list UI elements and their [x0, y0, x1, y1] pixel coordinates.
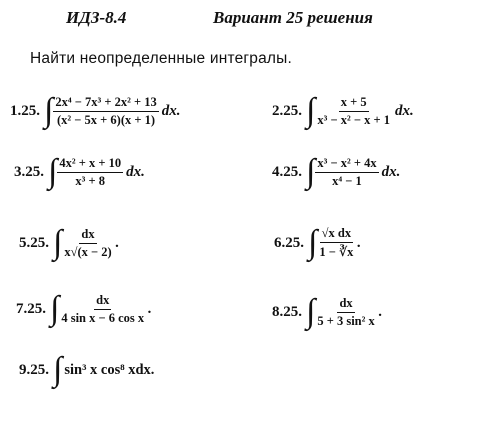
variant-label: Вариант 25 решения: [213, 8, 373, 27]
problem-number: 2.25.: [272, 102, 302, 119]
denominator: 4 sin x − 6 cos x: [61, 310, 145, 325]
fraction: [53, 95, 158, 128]
trailing-period: .: [378, 303, 383, 320]
integral-sign: ∫: [306, 293, 316, 330]
denominator: x⁴ − 1: [332, 173, 362, 188]
problem-number: 6.25.: [274, 234, 304, 251]
numerator: 2x⁴ − 7x³ + 2x² + 13: [53, 95, 158, 112]
differential: dx.: [381, 163, 401, 180]
problem-number: 9.25.: [19, 361, 49, 378]
numerator: dx: [79, 227, 96, 244]
denominator: x³ + 8: [75, 173, 106, 188]
numerator: dx: [94, 293, 111, 310]
numerator: dx: [337, 296, 354, 313]
fraction: [57, 156, 123, 189]
problem-number: 3.25.: [14, 163, 44, 180]
numerator: x³ − x² + 4x: [315, 156, 378, 173]
instruction-text: Найти неопределенные интегралы.: [30, 50, 292, 67]
numerator: x + 5: [339, 95, 369, 112]
denominator: 1 − ∛x: [319, 245, 354, 259]
doc-title: ИДЗ-8.4: [66, 8, 127, 27]
problem-number: 8.25.: [272, 303, 302, 320]
problem-number: 4.25.: [272, 163, 302, 180]
denominator: x³ − x² − x + 1: [317, 112, 390, 127]
trailing-period: .: [115, 234, 120, 251]
problem-2: [272, 94, 414, 128]
problem-8: [272, 295, 383, 329]
problem-1: [10, 94, 180, 128]
differential: dx.: [161, 102, 181, 119]
integral-sign: ∫: [53, 351, 63, 388]
trailing-period: .: [148, 300, 152, 317]
integral-sign: ∫: [306, 92, 316, 129]
problem-5: [19, 226, 119, 260]
problem-6: [274, 226, 361, 260]
integral-sign: ∫: [50, 290, 60, 327]
fraction: [315, 95, 392, 128]
numerator: 4x² + x + 10: [57, 156, 123, 173]
integral-sign: ∫: [53, 224, 63, 261]
denominator: (x² − 5x + 6)(x + 1): [57, 112, 156, 127]
denominator: x√(x − 2): [64, 244, 112, 259]
fraction: [317, 226, 355, 260]
fraction: [315, 296, 376, 329]
integral-sign: ∫: [44, 92, 54, 129]
denominator: 5 + 3 sin² x: [317, 313, 375, 328]
problem-number: 5.25.: [19, 234, 49, 251]
fraction: [59, 293, 146, 326]
problem-number: 1.25.: [10, 102, 40, 119]
problem-3: [14, 155, 145, 189]
integral-sign: ∫: [306, 153, 316, 190]
differential: dx.: [394, 102, 414, 119]
problem-4: [272, 155, 400, 189]
problem-9: [19, 353, 154, 387]
trailing-period: .: [357, 234, 362, 251]
integral-sign: ∫: [308, 224, 318, 261]
problem-7: [16, 292, 152, 326]
fraction: [315, 156, 378, 189]
numerator: √x dx: [320, 226, 353, 243]
integral-sign: ∫: [48, 153, 58, 190]
fraction: [62, 227, 113, 260]
differential: dx.: [126, 163, 145, 180]
problem-number: 7.25.: [16, 300, 46, 317]
integrand-expression: sin³ x cos⁸ xdx.: [64, 361, 155, 378]
